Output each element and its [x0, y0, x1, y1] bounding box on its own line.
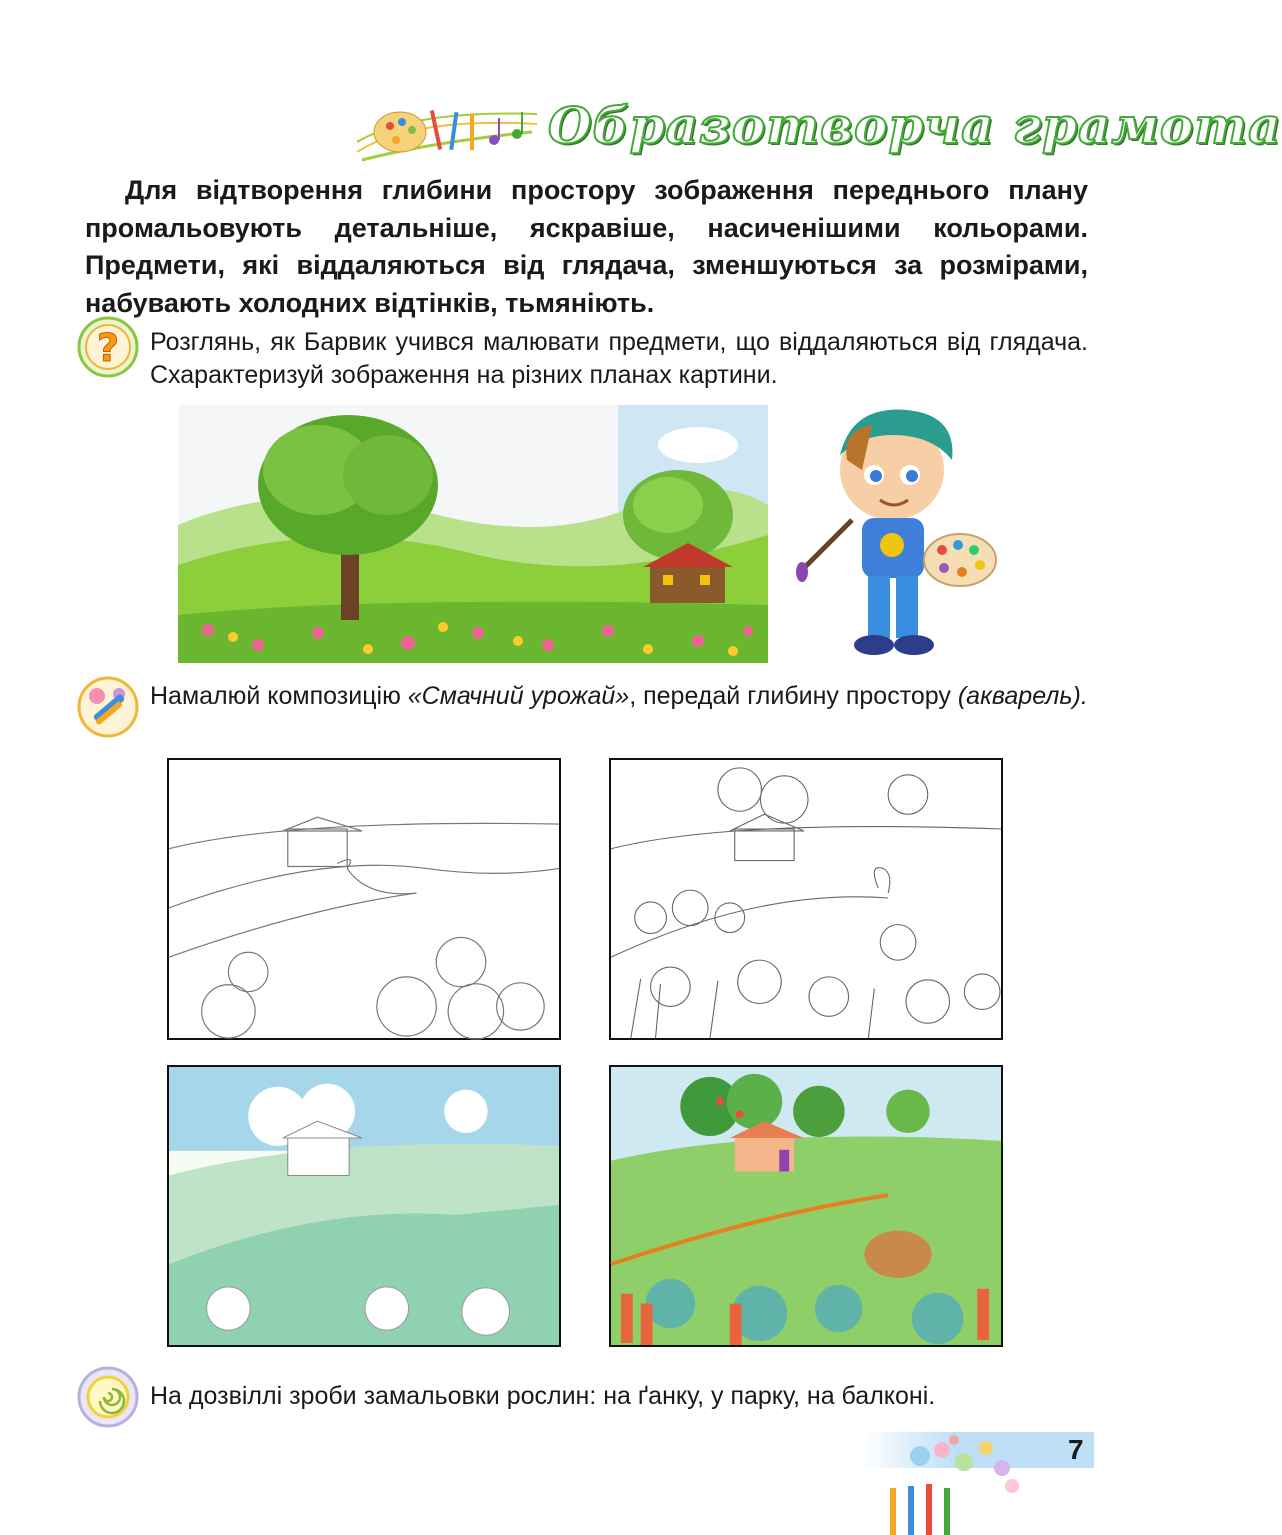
step-4-watercolor-finished: [609, 1065, 1003, 1347]
question-icon: [77, 316, 139, 378]
brush-pencil-icon: [77, 676, 139, 738]
task-draw-middle: , передай глибину простору: [629, 682, 958, 710]
composition-title: «Смачний урожай»: [407, 682, 630, 710]
task-outdoor-sketch-text: На дозвіллі зроби замальовки рослин: на ґанку, у парку, на балконі.: [150, 1382, 936, 1410]
intro-paragraph: Для відтворення глибини простору зображення переднього плану промальовують детальніше, яскравіше, насиченішими кольорами. Предмети, які віддаляються від глядача, зменшуються за розмірами, набувають холодних відтінків, тьмяніють.: [85, 175, 1088, 318]
svg-text:?: ?: [96, 326, 120, 370]
medium-watercolor: (акварель).: [957, 682, 1088, 710]
spiral-icon: [77, 1366, 139, 1428]
step-2-sketch: [609, 758, 1003, 1040]
step-1-sketch: [167, 758, 561, 1040]
page-number: 7: [1068, 1434, 1084, 1465]
barvyk-boy-character: [792, 400, 1002, 670]
landscape-illustration: [178, 405, 768, 663]
task-look-text: Розглянь, як Барвик учився малювати предмети, що віддаляються від глядача. Схарактеризуй зображення на різних планах картини.: [150, 328, 1088, 389]
palette-music-decoration: [352, 102, 542, 164]
task-draw-text: [150, 680, 1088, 713]
step-3-watercolor: [167, 1065, 561, 1347]
section-title: Образотворча грамота: [548, 96, 1282, 155]
task-draw-prefix: Намалюй композицію: [150, 682, 408, 710]
pencils-dots-decoration: [862, 1428, 1094, 1535]
